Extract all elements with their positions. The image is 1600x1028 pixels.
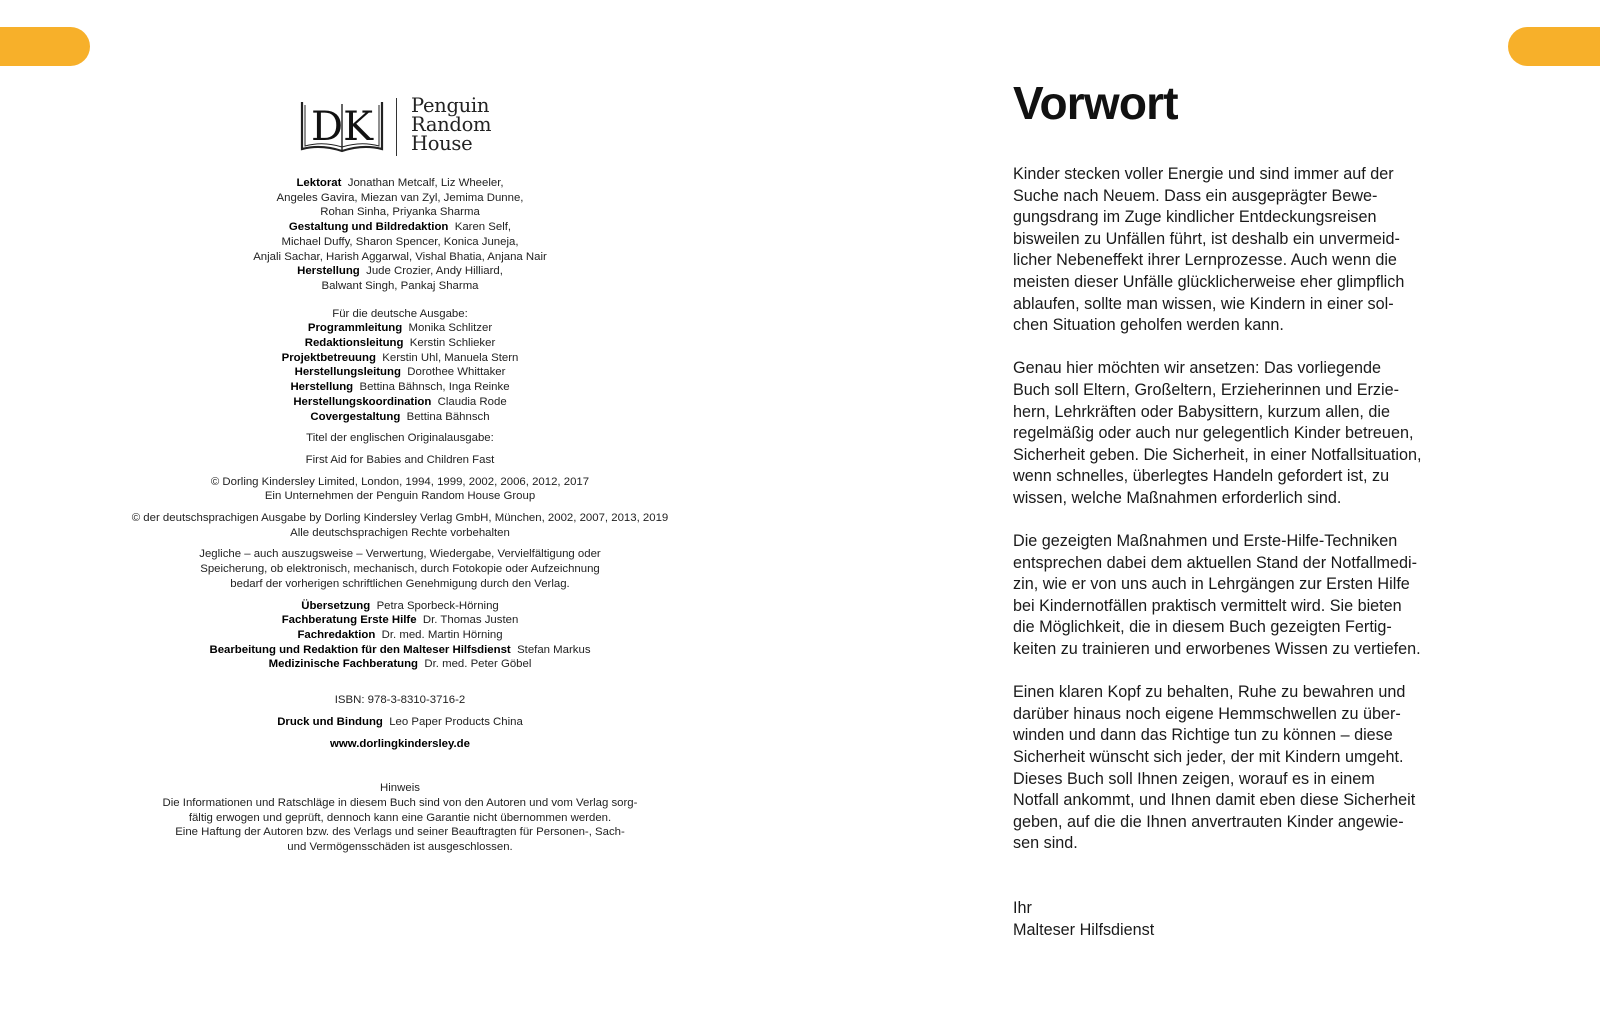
credit-role: Herstellungsleitung <box>294 366 401 379</box>
rights-notice-line: Jegliche – auch auszugsweise – Verwertung, Wiedergabe, Vervielfältigung oder <box>199 548 601 561</box>
credit-line <box>100 235 700 250</box>
paragraph-line: zin, wie er von uns auch in Lehrgängen zur Ersten Hilfe <box>1013 575 1410 594</box>
notice-heading: Hinweis <box>380 782 420 795</box>
rights-notice-line: Speicherung, ob elektronisch, mechanisch, durch Fotokopie oder Aufzeichnung <box>200 563 600 576</box>
paragraph-line: Suche nach Neuem. Dass ein ausgeprägter Bewe- <box>1013 186 1378 205</box>
paragraph-line: Sicherheit wünscht sich jeder, der mit Kindern umgeht. <box>1013 748 1404 767</box>
credit-names: Claudia Rode <box>437 395 507 408</box>
credit-names: Jude Crozier, Andy Hilliard, <box>366 265 503 278</box>
credit-line <box>100 613 700 628</box>
credit-names: Angeles Gavira, Miezan van Zyl, Jemima Dunne, <box>276 191 524 204</box>
paragraph-line: chen Situation geholfen werden kann. <box>1013 316 1284 335</box>
paragraph-line: entsprechen dabei dem aktuellen Stand der Notfallmedi- <box>1013 553 1418 572</box>
signature-line: Ihr <box>1013 899 1032 917</box>
preface-body <box>1013 164 1433 877</box>
credit-role: Covergestaltung <box>310 410 401 423</box>
print-label: Druck und Bindung <box>277 715 383 728</box>
preface-title: Vorwort <box>1013 77 1178 129</box>
credit-names: Dr. med. Peter Göbel <box>424 658 532 671</box>
page-tab-left <box>0 27 90 66</box>
paragraph-line: die Möglichkeit, die in diesem Buch gezeigten Fertig- <box>1013 618 1392 637</box>
page-tab-right <box>1508 27 1600 66</box>
credit-line <box>100 395 700 410</box>
credit-line <box>100 643 700 658</box>
notice-line: Die Informationen und Ratschläge in diesem Buch sind von den Autoren und vom Verlag sorg- <box>162 796 638 809</box>
print-credit <box>100 715 700 730</box>
paragraph-line: licher Nebeneffekt ihrer Lernprozesse. Auch wenn die <box>1013 251 1397 270</box>
signature-line: Malteser Hilfsdienst <box>1013 920 1155 939</box>
credit-names: Jonathan Metcalf, Liz Wheeler, <box>347 177 504 189</box>
paragraph-line: keiten zu trainieren und erworbenes Wissen zu vertiefen. <box>1013 640 1421 659</box>
paragraph-line: winden und dann das Richtige tun zu können – diese <box>1013 726 1393 745</box>
credit-line <box>100 264 700 279</box>
credit-role: Herstellungskoordination <box>293 395 432 408</box>
credit-names: Karen Self, <box>454 221 512 234</box>
paragraph-line: Kinder stecken voller Energie und sind immer auf der <box>1013 165 1394 183</box>
paragraph-line: sen sind. <box>1013 834 1078 853</box>
paragraph-line: regelmäßig oder auch nur gelegentlich Kinder betreuen, <box>1013 424 1414 443</box>
print-text: Leo Paper Products China <box>389 715 523 728</box>
credits-de <box>100 321 700 424</box>
website-link[interactable]: www.dorlingkindersley.de <box>330 737 470 750</box>
credit-names: Bettina Bähnsch, Inga Reinke <box>359 381 510 394</box>
credit-line <box>100 380 700 395</box>
paragraph-line: Einen klaren Kopf zu behalten, Ruhe zu bewahren und <box>1013 683 1406 702</box>
paragraph-line: Die gezeigten Maßnahmen und Erste-Hilfe-Techniken <box>1013 532 1398 551</box>
copyright-de-line: Alle deutschsprachigen Rechte vorbehalten <box>290 526 510 539</box>
preface-paragraph <box>1013 531 1433 661</box>
credit-role: Fachberatung Erste Hilfe <box>281 614 417 627</box>
credit-line <box>100 176 700 191</box>
credit-names: Balwant Singh, Pankaj Sharma <box>321 279 479 292</box>
signature <box>1013 898 1154 941</box>
credit-line <box>100 365 700 380</box>
credit-names: Rohan Sinha, Priyanka Sharma <box>320 206 480 219</box>
isbn: ISBN: 978-3-8310-3716-2 <box>334 694 466 707</box>
credit-line <box>100 321 700 336</box>
credit-role: Herstellung <box>297 265 360 278</box>
publisher-name <box>411 96 491 153</box>
credit-role: Redaktionsleitung <box>304 337 404 350</box>
credit-names: Petra Sporbeck-Hörning <box>376 599 499 612</box>
credit-names: Dorothee Whittaker <box>407 366 506 379</box>
publisher-logo <box>299 96 499 158</box>
credit-names: Kerstin Schlieker <box>409 337 496 350</box>
credit-line <box>100 336 700 351</box>
paragraph-line: gungsdrang im Zuge kindlicher Entdeckungsreisen <box>1013 208 1377 227</box>
credit-names: Michael Duffy, Sharon Spencer, Konica Juneja, <box>281 235 519 248</box>
credit-role: Herstellung <box>290 381 354 394</box>
paragraph-line: Buch soll Eltern, Großeltern, Erzieherinnen und Erzie- <box>1013 380 1399 399</box>
paragraph-line: Genau hier möchten wir ansetzen: Das vorliegende <box>1013 359 1382 378</box>
credits-uk <box>100 176 700 294</box>
preface-paragraph <box>1013 164 1433 337</box>
dk-letters: DK <box>311 104 373 150</box>
paragraph-line: wenn schnelles, überlegtes Handeln gefordert ist, zu <box>1013 467 1390 486</box>
copyright-uk-line: © Dorling Kindersley Limited, London, 1994, 1999, 2002, 2006, 2012, 2017 <box>210 475 590 488</box>
credit-line <box>100 250 700 265</box>
publisher-line: Random <box>411 113 492 136</box>
paragraph-line: bisweilen zu Unfällen führt, ist deshalb ein unvermeid- <box>1013 229 1400 248</box>
credit-line <box>100 220 700 235</box>
credit-names: Kerstin Uhl, Manuela Stern <box>382 351 519 364</box>
paragraph-line: Dieses Buch soll Ihnen zeigen, worauf es in einem <box>1013 769 1375 788</box>
paragraph-line: Notfall ankommt, und Ihnen damit eben diese Sicherheit <box>1013 791 1416 810</box>
credit-role: Medizinische Fachberatung <box>268 658 419 671</box>
credit-line <box>100 599 700 614</box>
paragraph-line: geben, auf die die Ihnen anvertrauten Kinder angewie- <box>1013 812 1404 831</box>
credit-names: Dr. Thomas Justen <box>422 614 519 627</box>
original-title: First Aid for Babies and Children Fast <box>305 453 495 466</box>
preface-paragraph <box>1013 358 1433 509</box>
notice-line: und Vermögensschäden ist ausgeschlossen. <box>287 841 513 854</box>
credit-names: Monika Schlitzer <box>408 322 493 335</box>
credit-line <box>100 279 700 294</box>
notice-line: fältig erwogen und geprüft, dennoch kann eine Garantie nicht übernommen werden. <box>188 811 612 824</box>
copyright-de-line: © der deutschsprachigen Ausgabe by Dorling Kindersley Verlag GmbH, München, 2002, 2007, 2013, 2019 <box>131 512 669 525</box>
credit-names: Dr. med. Martin Hörning <box>381 628 503 641</box>
credit-role: Programmleitung <box>307 322 403 335</box>
paragraph-line: bei Kindernotfällen praktisch vermittelt wird. Sie bieten <box>1013 596 1402 615</box>
imprint <box>100 176 700 855</box>
credit-line <box>100 410 700 425</box>
copyright-uk-line: Ein Unternehmen der Penguin Random House Group <box>264 490 536 503</box>
publisher-line: Penguin <box>411 94 490 117</box>
credit-line <box>100 205 700 220</box>
credit-names: Bettina Bähnsch <box>406 410 490 423</box>
original-title-label: Titel der englischen Originalausgabe: <box>306 432 494 445</box>
credit-role: Übersetzung <box>301 599 371 612</box>
credit-role: Lektorat <box>296 177 342 189</box>
credits-translation <box>100 599 700 673</box>
german-edition-heading: Für die deutsche Ausgabe: <box>332 307 468 320</box>
preface-paragraph <box>1013 682 1433 855</box>
credit-line <box>100 191 700 206</box>
credit-names: Stefan Markus <box>517 643 591 656</box>
credit-line <box>100 351 700 366</box>
notice-line: Eine Haftung der Autoren bzw. des Verlags und seiner Beauftragten für Personen-, Sach- <box>175 826 625 839</box>
credit-line <box>100 628 700 643</box>
credit-role: Fachredaktion <box>297 628 376 641</box>
paragraph-line: meisten dieser Unfälle glücklicherweise eher glimpflich <box>1013 272 1405 291</box>
credit-role: Bearbeitung und Redaktion für den Malteser Hilfsdienst <box>209 643 511 656</box>
credit-line <box>100 657 700 672</box>
dk-book-icon <box>299 96 385 156</box>
credit-role: Projektbetreuung <box>281 351 376 364</box>
credit-role: Gestaltung und Bildredaktion <box>288 221 449 234</box>
paragraph-line: wissen, welche Maßnahmen erforderlich sind. <box>1013 488 1342 507</box>
paragraph-line: Sicherheit geben. Die Sicherheit, in einer Notfallsituation, <box>1013 445 1422 464</box>
paragraph-line: hern, Lehrkräften oder Babysittern, kurzum allen, die <box>1013 402 1391 421</box>
logo-divider <box>396 98 397 156</box>
rights-notice-line: bedarf der vorherigen schriftlichen Genehmigung durch den Verlag. <box>230 577 570 590</box>
credit-names: Anjali Sachar, Harish Aggarwal, Vishal Bhatia, Anjana Nair <box>253 250 547 263</box>
publisher-line: House <box>411 132 473 155</box>
paragraph-line: ablaufen, sollte man wissen, wie Kindern in einer sol- <box>1013 294 1394 313</box>
paragraph-line: darüber hinaus noch eigene Hemmschwellen zu über- <box>1013 704 1401 723</box>
